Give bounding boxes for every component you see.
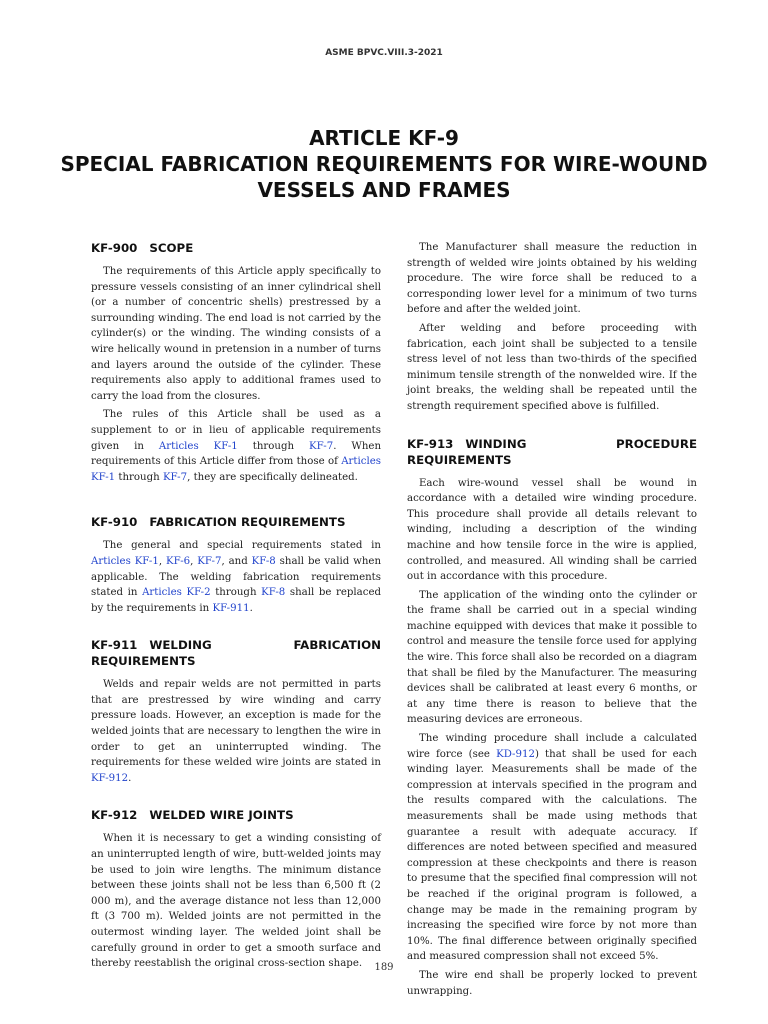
text-run: , and	[221, 555, 252, 567]
link-articles-kf-1[interactable]: Articles KF-1	[91, 456, 381, 483]
link-kf-6[interactable]: KF-6	[165, 555, 191, 567]
link-kf-7[interactable]: KF-7	[309, 440, 334, 452]
section-title: WELDED WIRE JOINTS	[149, 808, 294, 823]
text-run: shall be replaced by the requirements in	[91, 587, 381, 614]
left-column	[91, 240, 381, 975]
paragraph: Each wire-wound vessel shall be wound in accordance with a detailed wire winding procedure. This procedure shall provide all details relevant to winding, including a description of the winding machine and how tensile force in the wire is applied, controlled, and measured. All winding shall be carried out in accordance with this procedure.	[407, 477, 697, 583]
paragraph: The application of the winding onto the cylinder or the frame shall be carried out in a special winding machine equipped with devices that make it possible to control and measure the tensile force used for applying the wire. This force shall also be recorded on a diagram that shall be filed by the Manufacturer. The measuring devices shall be calibrated at least every 6 months, or at any time there is reason to believe that the measuring devices are erroneous.	[407, 589, 697, 726]
section-title: FABRICATION REQUIREMENTS	[149, 515, 346, 530]
paragraph	[91, 677, 381, 786]
section-title: WINDING PROCEDURE REQUIREMENTS	[407, 436, 697, 467]
running-header: ASME BPVC.VIII.3-2021	[325, 48, 443, 58]
spacer	[91, 488, 381, 514]
text-run: The general and special requirements stated in	[103, 540, 381, 552]
link-kf-911[interactable]: KF-911	[212, 602, 250, 614]
link-kf-8[interactable]: KF-8	[261, 587, 286, 599]
link-kf-912[interactable]: KF-912	[91, 772, 129, 784]
text-run: through	[237, 440, 310, 452]
article-title-line-1: ARTICLE KF-9	[309, 126, 459, 150]
paragraph: When it is necessary to get a winding consisting of an uninterrupted length of wire, butt-welded joints may be used to join wire lengths. The minimum distance between these joints shall not be less than 6,500 ft (2 000 m), and the average distance not less than 12,000 ft (3 700 m). Welded joints are not permitted in the outermost winding layer. The welded joint shall be carefully ground in order to get a smooth surface and thereby reestablish the original cross-section shape.	[91, 833, 381, 970]
text-run: The rules of this Article shall be used as a supplement to or in lieu of applicable requirements given in	[91, 409, 381, 452]
article-title	[60, 125, 708, 203]
section-heading-kf-900	[91, 240, 381, 256]
link-kd-912[interactable]: KD-912	[496, 748, 535, 760]
link-articles-kf-1[interactable]: Articles KF-1	[91, 555, 159, 567]
text-run: . When requirements of this Article differ from those of	[91, 440, 382, 468]
text-run: .	[128, 772, 132, 784]
paragraph: The wire end shall be properly locked to prevent unwrapping.	[407, 969, 697, 997]
text-run: .	[249, 602, 253, 614]
section-number: KF-913	[407, 436, 454, 451]
section-title: SCOPE	[149, 241, 194, 255]
text-run: ) that shall be used for each winding layer. Measurements shall be made of the compression at intervals specified in the program and the results compared with the calculations. The measurements shall be made using methods that guarantee a result with adequate accuracy. If differences are noted between specified and measured compression at these checkpoints and there is reason to presume that the specified final compression will not be reached if the original program is followed, a change may be made in the remaining program by increasing the specified wire force by not more than 10%. The final difference between originally specified and measured compression shall not exceed 5%.	[407, 748, 697, 963]
link-kf-7[interactable]: KF-7	[197, 555, 222, 567]
text-run: , they are specifically delineated.	[187, 471, 358, 483]
text-run: ,	[158, 555, 166, 567]
link-articles-kf-1[interactable]: Articles KF-1	[158, 440, 238, 452]
section-number: KF-912	[91, 808, 138, 823]
paragraph	[91, 538, 381, 616]
section-number: KF-910	[91, 515, 138, 530]
section-heading-kf-913	[407, 436, 697, 468]
paragraph: After welding and before proceeding with fabrication, each joint shall be subjected to a tensile stress level of not less than two-thirds of the specified minimum tensile strength of the nonwelded wire. If the joint breaks, the welding shall be repeated until the strength requirement specified above is fulfilled.	[407, 322, 697, 412]
section-heading-kf-912	[91, 807, 381, 823]
section-number: KF-900	[91, 241, 138, 255]
spacer	[407, 418, 697, 436]
paragraph	[407, 731, 697, 965]
text-run: Welds and repair welds are not permitted in parts that are prestressed by wire winding and carry pressure loads. However, an exception is made for the welded joints that are necessary to lengthen the wire in order to get an uninterrupted winding. The requirements for these welded wire joints are stated in	[91, 679, 381, 769]
paragraph: The Manufacturer shall measure the reduction in strength of welded wire joints obtained by his welding procedure. The wire force shall be reduced to a corresponding lower level for a minimum of two turns before and after the welded joint.	[407, 242, 697, 316]
section-title: WELDING FABRICATION REQUIREMENTS	[91, 638, 381, 669]
text-run: ,	[190, 555, 198, 567]
text-run: through	[115, 471, 163, 483]
section-number: KF-911	[91, 638, 138, 653]
text-run: shall be valid when applicable. The welding fabrication requirements stated in	[91, 555, 382, 599]
paragraph	[91, 407, 381, 485]
spacer	[91, 619, 381, 637]
article-title-line-2: SPECIAL FABRICATION REQUIREMENTS FOR WIRE-WOUND	[60, 152, 708, 176]
page-number: 189	[374, 962, 394, 973]
article-title-line-3: VESSELS AND FRAMES	[257, 178, 511, 202]
right-column	[407, 240, 697, 1002]
link-kf-8[interactable]: KF-8	[251, 555, 276, 567]
link-kf-7[interactable]: KF-7	[162, 471, 188, 483]
text-run: The winding procedure shall include a calculated wire force (see	[407, 733, 697, 760]
text-run: through	[210, 587, 262, 599]
spacer	[91, 789, 381, 807]
link-articles-kf-2[interactable]: Articles KF-2	[142, 587, 211, 599]
section-heading-kf-910	[91, 514, 381, 530]
section-heading-kf-911	[91, 637, 381, 669]
paragraph: The requirements of this Article apply specifically to pressure vessels consisting of an inner cylindrical shell (or a number of concentric shells) prestressed by a surrounding winding. The end load is not carried by the cylinder(s) or the winding. The winding consists of a wire helically wound in pretension in a number of turns and layers around the outside of the cylinder. These requirements also apply to additional frames used to carry the load from the closures.	[91, 266, 381, 402]
